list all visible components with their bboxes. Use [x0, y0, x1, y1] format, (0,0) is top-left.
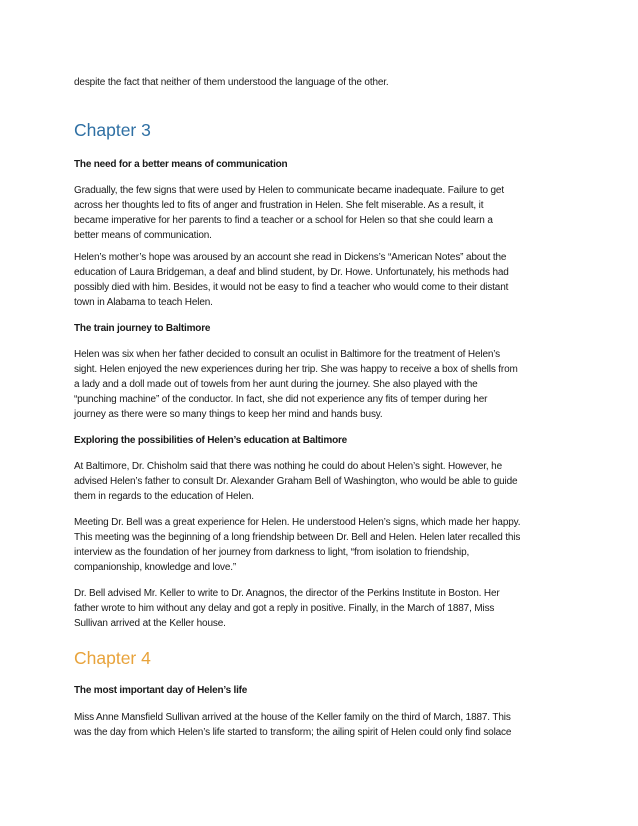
paragraph-line: This meeting was the beginning of a long friendship between Dr. Bell and Helen. Helen later recalled this	[74, 532, 521, 543]
chapter-4-title: Chapter 4	[74, 648, 151, 668]
paragraph-line: father wrote to him without any delay and got a reply in positive. Finally, in the March of 1887, Miss	[74, 603, 495, 614]
paragraph-line: Helen was six when her father decided to consult an oculist in Baltimore for the treatment of Helen’s	[74, 349, 501, 360]
paragraph-line: a lady and a doll made out of towels from her aunt during the journey. She also played with the	[74, 379, 478, 390]
paragraph-line: journey as there were so many things to keep her mind and hands busy.	[74, 409, 383, 420]
paragraph-line: better means of communication.	[74, 230, 212, 241]
paragraph-line: became imperative for her parents to find a teacher or a school for Helen so that she could learn a	[74, 215, 493, 226]
chapter-3-title: Chapter 3	[74, 120, 151, 140]
section-heading: The train journey to Baltimore	[74, 323, 211, 334]
paragraph-line: Helen’s mother’s hope was aroused by an account she read in Dickens’s “American Notes” about the	[74, 252, 507, 263]
paragraph-line: At Baltimore, Dr. Chisholm said that there was nothing he could do about Helen’s sight. However, he	[74, 461, 502, 472]
paragraph-line: Miss Anne Mansfield Sullivan arrived at the house of the Keller family on the third of March, 1887. This	[74, 712, 511, 723]
paragraph-line: Gradually, the few signs that were used by Helen to communicate became inadequate. Failure to get	[74, 185, 504, 196]
paragraph-line: interview as the foundation of her journey from darkness to light, “from isolation to friendship,	[74, 547, 470, 558]
paragraph-line: possibly died with him. Besides, it would not be easy to find a teacher who would come to their distant	[74, 282, 509, 293]
paragraph-line: companionship, knowledge and love.”	[74, 562, 237, 573]
paragraph-line: them in regards to the education of Helen.	[74, 491, 254, 502]
section-heading: The most important day of Helen’s life	[74, 685, 248, 696]
paragraph-line: advised Helen’s father to consult Dr. Alexander Graham Bell of Washington, who would be able to guide	[74, 476, 518, 487]
intro-line: despite the fact that neither of them understood the language of the other.	[74, 77, 389, 88]
paragraph-line: across her thoughts led to fits of anger and frustration in Helen. She felt miserable. As a result, it	[74, 200, 484, 211]
paragraph-line: was the day from which Helen’s life started to transform; the ailing spirit of Helen could only find solace	[74, 727, 512, 738]
paragraph-line: sight. Helen enjoyed the new experiences during her trip. She was happy to receive a box of shells from	[74, 364, 518, 375]
paragraph-line: town in Alabama to teach Helen.	[74, 297, 213, 308]
section-heading: Exploring the possibilities of Helen’s education at Baltimore	[74, 435, 348, 446]
paragraph-line: Dr. Bell advised Mr. Keller to write to Dr. Anagnos, the director of the Perkins Institute in Boston. Her	[74, 588, 500, 599]
paragraph-line: Sullivan arrived at the Keller house.	[74, 618, 226, 629]
paragraph-line: education of Laura Bridgeman, a deaf and blind student, by Dr. Howe. Unfortunately, his methods had	[74, 267, 509, 278]
section-heading: The need for a better means of communication	[74, 159, 288, 170]
paragraph-line: “punching machine” of the conductor. In fact, she did not experience any fits of temper during her	[74, 394, 488, 405]
paragraph-line: Meeting Dr. Bell was a great experience for Helen. He understood Helen’s signs, which made her happy.	[74, 517, 521, 528]
